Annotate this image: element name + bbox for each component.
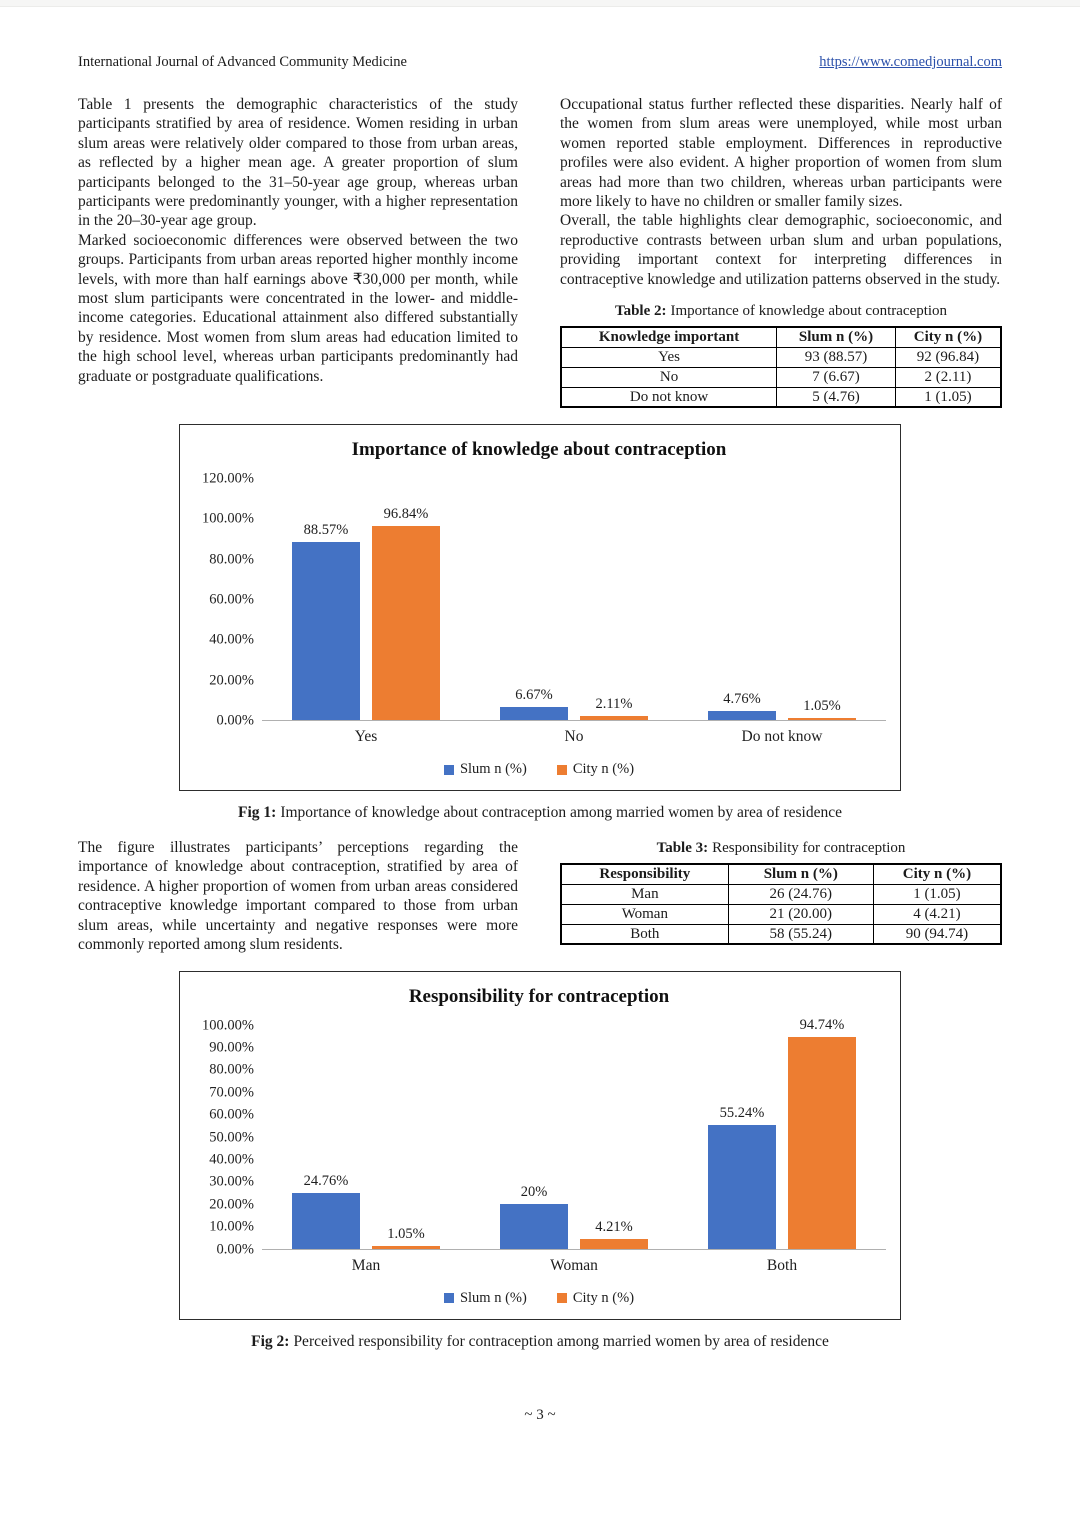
figure-1-caption <box>78 804 1002 822</box>
table-header-cell: Slum n (%) <box>728 864 873 884</box>
legend-item <box>444 1290 527 1307</box>
bar-group <box>470 479 678 720</box>
y-axis <box>192 470 254 729</box>
bar-value-label: 6.67% <box>515 686 553 703</box>
table-cell: 92 (96.84) <box>895 347 1001 367</box>
x-axis-labels <box>262 1257 886 1275</box>
table-cell: 93 (88.57) <box>777 347 896 367</box>
legend-marker-icon <box>444 1293 454 1303</box>
plot-area-wrap <box>262 1017 886 1275</box>
table-cell: Yes <box>561 347 777 367</box>
bar-unit <box>292 479 360 720</box>
table-cell: 7 (6.67) <box>777 367 896 387</box>
table2-caption-text: Importance of knowledge about contraception <box>670 303 948 320</box>
journal-title: International Journal of Advanced Community Medicine <box>78 54 407 70</box>
bar-value-label: 1.05% <box>803 697 841 714</box>
table-header-cell: City n (%) <box>895 327 1001 347</box>
legend-label: Slum n (%) <box>459 761 527 778</box>
chart-legend <box>192 1290 886 1307</box>
body-paragraph: Occupational status further reflected these disparities. Nearly half of the women from slum areas were unemployed, while most urban women reported stable employment. Differences in reproductive profiles were also evident. A higher proportion of women from slum areas had more than two children, whereas urban participants were more likely to have no children or smaller family sizes. <box>560 96 1002 211</box>
bar-group <box>262 479 470 720</box>
bar-unit <box>788 479 856 720</box>
table-row <box>561 884 1001 904</box>
bar-value-label: 94.74% <box>799 1017 845 1034</box>
table-header-cell: City n (%) <box>873 864 1001 884</box>
body-paragraph: The figure illustrates participants’ perceptions regarding the importance of knowledge about contraception, stratified by area of residence. A higher proportion of women from urban areas considered contraceptive knowledge important compared to those from urban slum areas, while uncertainty and negative responses were more commonly reported among slum residents. <box>78 839 518 954</box>
bar-value-label: 24.76% <box>303 1173 349 1190</box>
bar <box>580 1239 648 1248</box>
bars-layer <box>262 1017 886 1249</box>
legend-marker-icon <box>557 765 567 775</box>
table-row <box>561 367 1001 387</box>
bar <box>708 711 776 721</box>
bar-value-label: 4.76% <box>723 690 761 707</box>
table2-caption-label: Table 2: <box>614 303 667 320</box>
table-row <box>561 347 1001 367</box>
chart-body <box>192 470 886 746</box>
bar-unit <box>500 1026 568 1249</box>
figure-1-caption-text: Importance of knowledge about contraception among married women by area of residence <box>280 804 842 822</box>
x-axis-category-label: Yes <box>354 728 378 746</box>
table3-caption <box>560 840 1002 857</box>
bar-unit <box>500 479 568 720</box>
table3-caption-text: Responsibility for contraception <box>712 840 906 857</box>
y-axis-tick-label: 80.00% <box>209 1061 254 1078</box>
bar <box>372 526 440 720</box>
bar-value-label: 4.21% <box>595 1219 633 1236</box>
bar <box>372 1246 440 1248</box>
bar-value-label: 96.84% <box>383 505 429 522</box>
y-axis-tick-label: 60.00% <box>209 591 254 608</box>
y-axis-tick-label: 70.00% <box>209 1084 254 1101</box>
bar-unit <box>708 479 776 720</box>
y-axis-tick-label: 0.00% <box>216 712 254 729</box>
y-axis-tick-label: 10.00% <box>209 1218 254 1235</box>
y-axis-tick-label: 40.00% <box>209 1151 254 1168</box>
y-axis <box>192 1017 254 1257</box>
figure-2-caption-label: Fig 2: <box>251 1332 290 1350</box>
journal-url-link[interactable]: https://www.comedjournal.com <box>819 54 1002 70</box>
table-cell: Do not know <box>561 387 777 407</box>
plot-area-wrap <box>262 479 886 746</box>
legend-label: Slum n (%) <box>459 1289 527 1306</box>
table3-caption-label: Table 3: <box>656 840 709 857</box>
bar-group <box>262 1026 470 1249</box>
legend-marker-icon <box>444 765 454 775</box>
lower-text-section <box>78 838 1002 954</box>
chart-body <box>192 1017 886 1275</box>
bar-group <box>678 1017 886 1249</box>
page-number: ~ 3 ~ <box>524 1406 556 1423</box>
figure-2-caption-text: Perceived responsibility for contraception among married women by area of residence <box>293 1332 829 1350</box>
body-paragraph: Marked socioeconomic differences were observed between the two groups. Participants from urban areas reported higher monthly income levels, with more than half earnings above ₹30,000 per month, while most slum participants were concentrated in the lower- and middle-income categories. Educational attainment also differed substantially by residence. Most women from slum areas had education limited to the high school level, whereas urban participants predominantly had graduate or postgraduate qualifications. <box>78 231 518 385</box>
bar-unit <box>372 1026 440 1249</box>
bar-value-label: 88.57% <box>303 522 349 539</box>
left-column-lower <box>78 838 518 954</box>
y-axis-tick-label: 50.00% <box>209 1129 254 1145</box>
x-axis-category-label: Both <box>766 1256 798 1274</box>
table-row <box>561 924 1001 944</box>
table-cell: 21 (20.00) <box>728 904 873 924</box>
y-axis-tick-label: 100.00% <box>202 1017 254 1033</box>
bar-unit <box>292 1026 360 1249</box>
table-row <box>561 904 1001 924</box>
y-axis-tick-label: 80.00% <box>209 551 254 568</box>
figure-1-caption-label: Fig 1: <box>238 804 277 822</box>
table-header-cell: Responsibility <box>561 864 728 884</box>
x-axis-category-label: Woman <box>550 1256 598 1274</box>
bar <box>500 707 568 720</box>
figure-2-chart <box>179 971 901 1320</box>
table-cell: 26 (24.76) <box>728 884 873 904</box>
right-column-lower <box>560 838 1002 954</box>
bar-unit <box>372 479 440 720</box>
table3-responsibility <box>560 863 1002 945</box>
table-header-row <box>561 327 1001 347</box>
table-cell: Woman <box>561 904 728 924</box>
bars-layer <box>262 479 886 720</box>
bar <box>292 542 360 720</box>
table-header-cell: Knowledge important <box>561 327 777 347</box>
y-axis-tick-label: 120.00% <box>202 470 254 487</box>
scan-edge-artifact <box>0 0 1080 7</box>
legend-marker-icon <box>557 1293 567 1303</box>
table-cell: 5 (4.76) <box>777 387 896 407</box>
y-axis-tick-label: 60.00% <box>209 1106 254 1123</box>
bar-value-label: 1.05% <box>387 1226 425 1243</box>
table2-knowledge-important <box>560 326 1002 408</box>
table-cell: 4 (4.21) <box>873 904 1001 924</box>
y-axis-tick-label: 20.00% <box>209 672 254 689</box>
table-cell: 90 (94.74) <box>873 924 1001 944</box>
bar <box>500 1204 568 1249</box>
bar-unit <box>788 1017 856 1249</box>
y-axis-tick-label: 90.00% <box>209 1039 254 1056</box>
y-axis-tick-label: 30.00% <box>209 1173 254 1190</box>
y-axis-tick-label: 0.00% <box>216 1241 254 1257</box>
x-axis-category-label: No <box>564 728 584 746</box>
chart-title: Importance of knowledge about contraception <box>351 439 727 461</box>
body-paragraph: Table 1 presents the demographic characteristics of the study participants stratified by area of residence. Women residing in urban slum areas were relatively older compared to those from urban areas, as reflected by a higher mean age. A greater proportion of slum participants belonged to the 31–50-year age group, whereas urban participants were predominantly younger, with a higher representation in the 20–30-year age group. <box>78 96 518 230</box>
bar <box>708 1125 776 1248</box>
x-axis-category-label: Man <box>351 1256 381 1274</box>
table-cell: 1 (1.05) <box>873 884 1001 904</box>
chart-title: Responsibility for contraception <box>408 985 670 1007</box>
bar <box>292 1193 360 1248</box>
page-header <box>78 54 1002 71</box>
left-column <box>78 95 518 408</box>
bar <box>788 718 856 720</box>
x-axis-category-label: Do not know <box>741 728 823 746</box>
bar <box>788 1037 856 1248</box>
y-axis-tick-label: 100.00% <box>202 510 254 527</box>
bar-value-label: 2.11% <box>595 695 633 712</box>
body-paragraph: Overall, the table highlights clear demographic, socioeconomic, and reproductive contrasts between urban slum and urban populations, providing important context for interpreting differences in contraceptive knowledge and utilization patterns observed in the study. <box>560 212 1002 288</box>
table-header-row <box>561 864 1001 884</box>
legend-item <box>557 1290 634 1307</box>
x-axis-labels <box>262 728 886 746</box>
bar-group <box>678 479 886 720</box>
bar-unit <box>580 479 648 720</box>
table2-caption <box>560 303 1002 320</box>
figure-2-caption <box>78 1333 1002 1351</box>
table-row <box>561 387 1001 407</box>
legend-label: City n (%) <box>572 761 635 778</box>
bar-unit <box>580 1026 648 1249</box>
y-axis-tick-label: 40.00% <box>209 631 254 648</box>
table-cell: 2 (2.11) <box>895 367 1001 387</box>
y-axis-tick-label: 20.00% <box>209 1196 254 1213</box>
table-header-cell: Slum n (%) <box>777 327 896 347</box>
bar-group <box>470 1026 678 1249</box>
table-cell: 1 (1.05) <box>895 387 1001 407</box>
table-cell: Man <box>561 884 728 904</box>
legend-item <box>444 761 527 778</box>
legend-item <box>557 761 634 778</box>
right-column <box>560 95 1002 408</box>
bar-unit <box>708 1026 776 1249</box>
figure-1-chart <box>179 424 901 791</box>
legend-label: City n (%) <box>572 1289 635 1306</box>
table-cell: No <box>561 367 777 387</box>
plot-area <box>262 1017 886 1250</box>
table-cell: 58 (55.24) <box>728 924 873 944</box>
chart-legend <box>192 761 886 778</box>
bar <box>580 716 648 720</box>
plot-area <box>262 479 886 721</box>
table-cell: Both <box>561 924 728 944</box>
upper-text-section <box>78 95 1002 408</box>
bar-value-label: 55.24% <box>719 1105 765 1122</box>
bar-value-label: 20% <box>520 1183 548 1200</box>
